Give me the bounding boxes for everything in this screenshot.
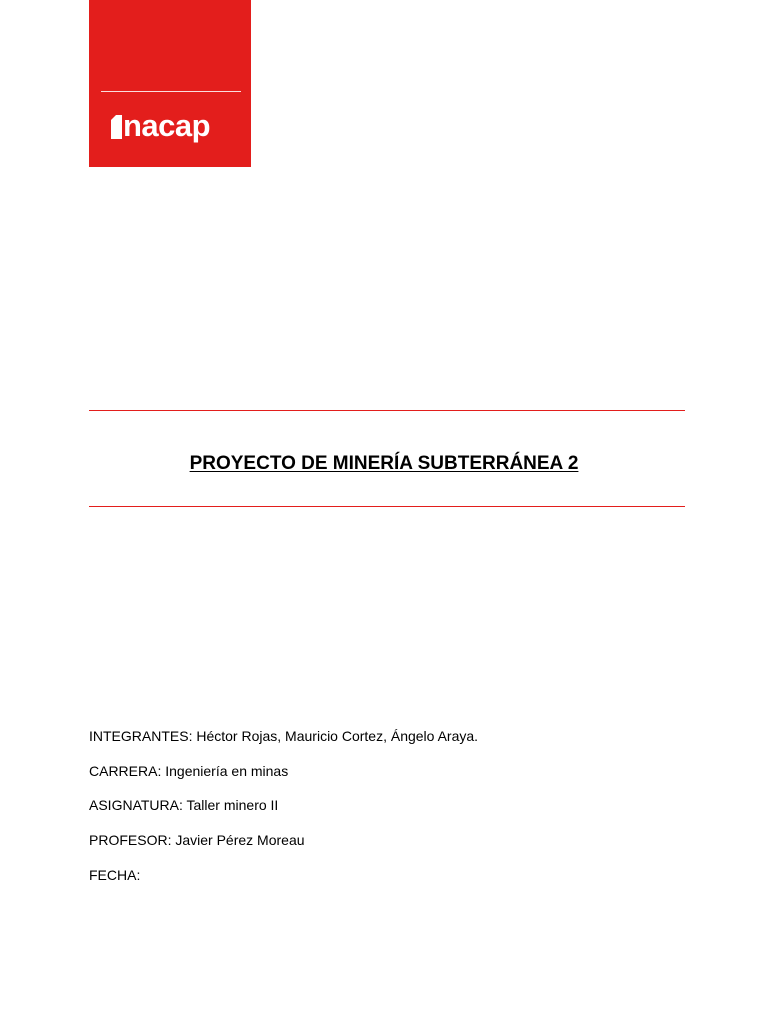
info-label: PROFESOR:	[89, 832, 172, 848]
info-value: Taller minero II	[186, 797, 279, 813]
info-carrera	[89, 762, 288, 780]
info-profesor	[89, 831, 305, 849]
info-value: Ingeniería en minas	[165, 763, 289, 779]
title-top-rule	[89, 410, 685, 411]
info-integrantes	[89, 727, 478, 745]
inacap-logo	[89, 0, 251, 167]
info-fecha	[89, 866, 140, 884]
info-label: INTEGRANTES:	[89, 728, 193, 744]
info-label: CARRERA:	[89, 763, 162, 779]
info-value: Héctor Rojas, Mauricio Cortez, Ángelo Araya.	[196, 728, 479, 744]
info-label: FECHA:	[89, 867, 141, 883]
title-bottom-rule	[89, 506, 685, 507]
document-title: PROYECTO DE MINERÍA SUBTERRÁNEA 2	[189, 453, 579, 474]
info-value: Javier Pérez Moreau	[175, 832, 305, 848]
logo-wordmark: nacap	[123, 108, 211, 143]
info-label: ASIGNATURA:	[89, 797, 183, 813]
logo-i-mark-icon	[111, 115, 122, 139]
info-asignatura	[89, 796, 278, 814]
logo-divider	[101, 91, 241, 92]
